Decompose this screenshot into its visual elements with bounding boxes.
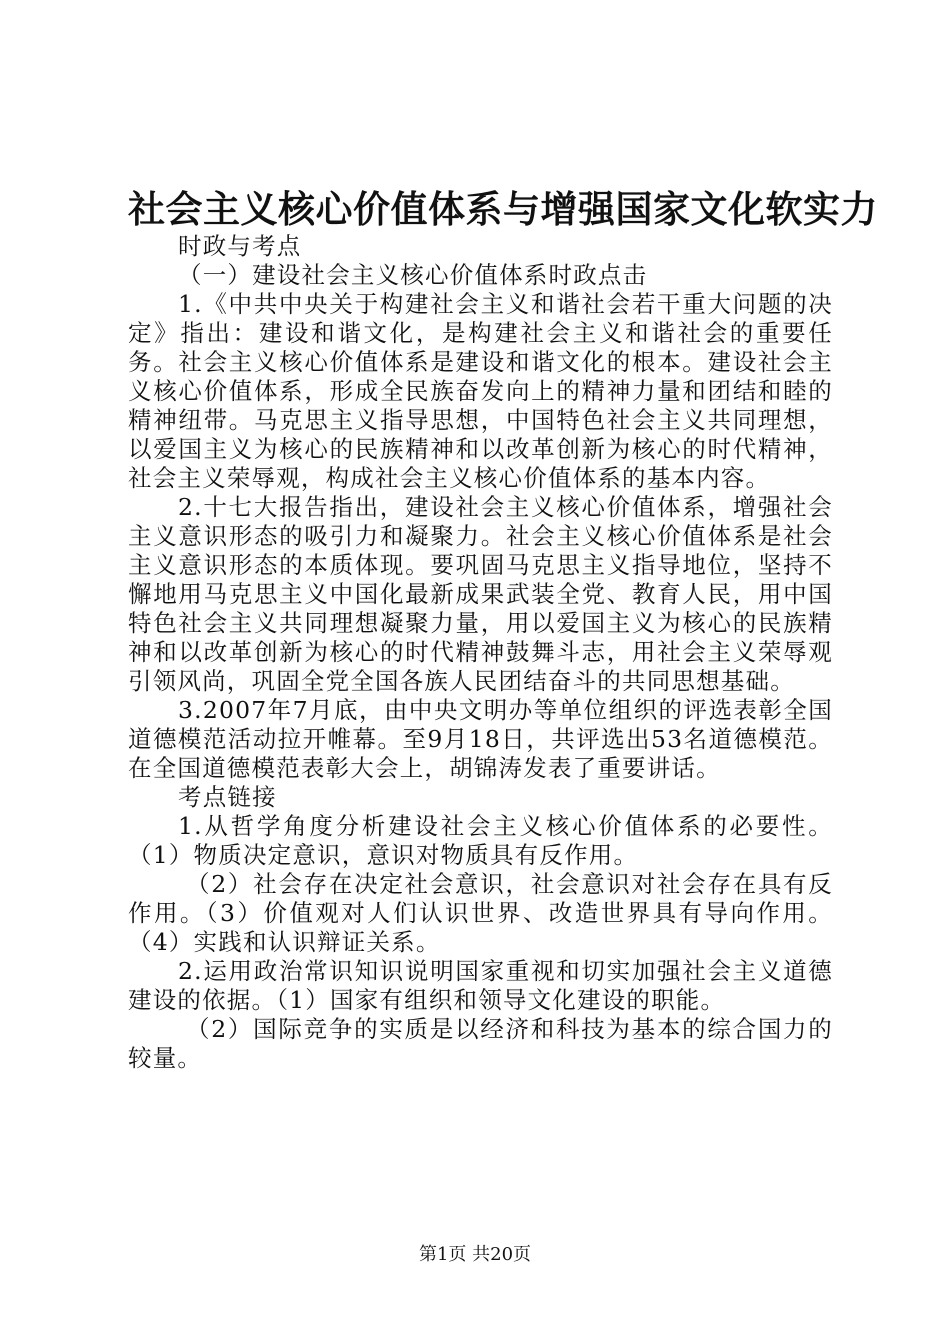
paragraph-item-3: 3.2007年7月底，由中央文明办等单位组织的评选表彰全国道德模范活动拉开帷幕。至9月18日，共评选出53名道德模范。在全国道德模范表彰大会上，胡锦涛发表了重要讲话。 xyxy=(128,696,833,782)
document-title: 社会主义核心价值体系与增强国家文化软实力 xyxy=(128,187,878,231)
paragraph-exam-point-2: 2.运用政治常识知识说明国家重视和切实加强社会主义道德建设的依据。（1）国家有组织和领导文化建设的职能。 xyxy=(128,957,833,1014)
paragraph-subheading: （一）建设社会主义核心价值体系时政点击 xyxy=(178,261,648,289)
paragraph-exam-links-heading: 考点链接 xyxy=(178,783,277,811)
paragraph-item-2: 2.十七大报告指出，建设社会主义核心价值体系，增强社会主义意识形态的吸引力和凝聚力。社会主义核心价值体系是社会主义意识形态的本质体现。要巩固马克思主义指导地位，坚持不懈地用马克思主义中国化最新成果武装全党、教育人民，用中国特色社会主义共同理想凝聚力量，用以爱国主义为核心的民族精神和以改革创新为核心的时代精神鼓舞斗志，用社会主义荣辱观引领风尚，巩固全党全国各族人民团结奋斗的共同思想基础。 xyxy=(128,493,833,695)
paragraph-exam-point-2-cont: （2）国际竞争的实质是以经济和科技为基本的综合国力的较量。 xyxy=(128,1015,833,1072)
paragraph-section-heading: 时政与考点 xyxy=(178,232,302,260)
page-number-footer: 第1页 共20页 xyxy=(418,1244,532,1265)
paragraph-exam-point-1: 1.从哲学角度分析建设社会主义核心价值体系的必要性。（1）物质决定意识，意识对物质具有反作用。 xyxy=(128,812,833,869)
paragraph-exam-point-1-cont: （2）社会存在决定社会意识，社会意识对社会存在具有反作用。（3）价值观对人们认识世界、改造世界具有导向作用。（4）实践和认识辩证关系。 xyxy=(128,870,833,956)
document-body xyxy=(128,232,833,1073)
paragraph-item-1: 1.《中共中央关于构建社会主义和谐社会若干重大问题的决定》指出：建设和谐文化，是构建社会主义和谐社会的重要任务。社会主义核心价值体系是建设和谐文化的根本。建设社会主义核心价值体系，形成全民族奋发向上的精神力量和团结和睦的精神纽带。马克思主义指导思想，中国特色社会主义共同理想，以爱国主义为核心的民族精神和以改革创新为核心的时代精神，社会主义荣辱观，构成社会主义核心价值体系的基本内容。 xyxy=(128,290,833,492)
